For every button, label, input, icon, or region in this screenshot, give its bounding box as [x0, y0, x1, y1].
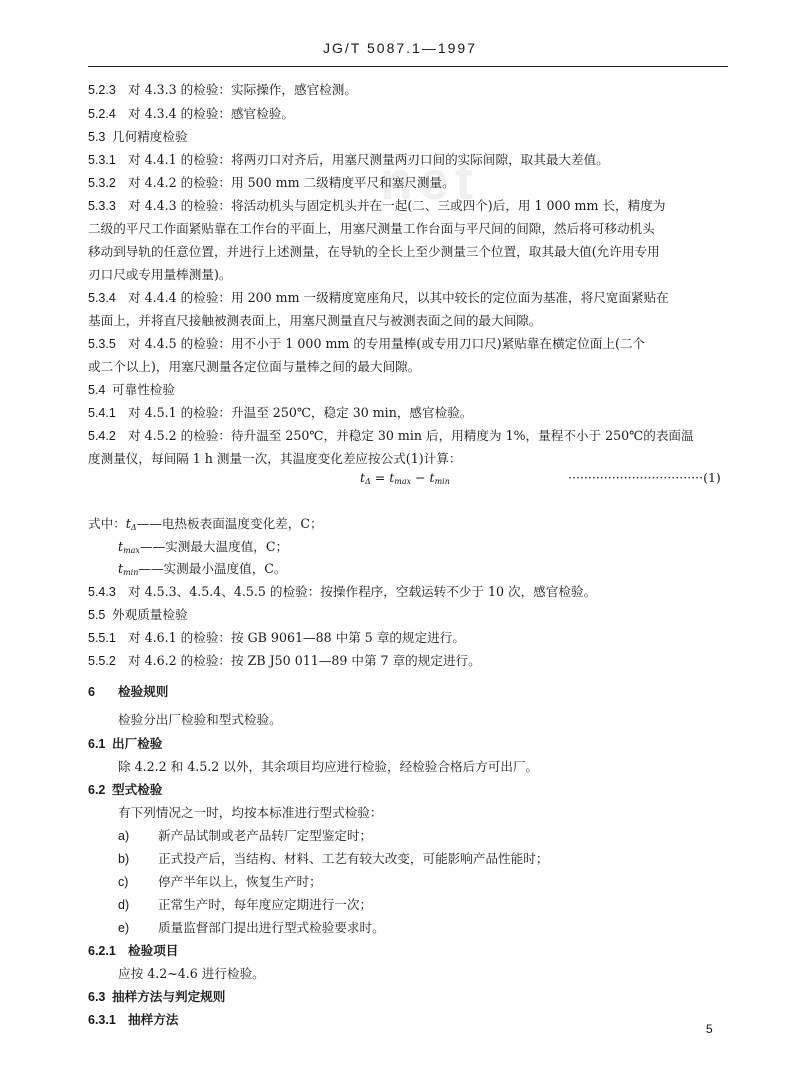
- clause-line: 5.2.3 对 4.3.3 的检验：实际操作，感官检测。: [88, 82, 357, 97]
- formula: $t_\Delta = t_{max} - t_{min}$: [360, 470, 450, 486]
- clause-heading: 6.1 出厂检验: [88, 736, 163, 751]
- clause-continuation: 移动到导轨的任意位置，并进行上述测量，在导轨的全长上至少测量三个位置，取其最大值(允许用专用: [88, 244, 660, 259]
- clause-line: 5.3.4 对 4.4.4 的检验：用 200 mm 一级精度宽座角尺，以其中较长的定位面为基准，将尺宽面紧贴在: [88, 290, 669, 305]
- list-item: e) 质量监督部门提出进行型式检验要求时。: [118, 920, 385, 935]
- running-header: JG/T 5087.1—1997: [323, 40, 477, 56]
- paragraph: 除 4.2.2 和 4.5.2 以外，其余项目均应进行检验，经检验合格后方可出厂。: [118, 759, 539, 774]
- clause-heading: 6.2 型式检验: [88, 782, 163, 797]
- clause-heading: 6.3.1 抽样方法: [88, 1012, 179, 1027]
- where-line: 式中：$t_\Delta——$电热板表面温度变化差，C；: [88, 516, 323, 532]
- clause-line: 5.4.3 对 4.5.3、4.5.4、4.5.5 的检验：按操作程序，空载运转不少于 10 次，感官检验。: [88, 584, 597, 599]
- clause-heading: 5.3 几何精度检验: [88, 129, 188, 144]
- where-line: $t_{max}——$实测最大温度值，C；: [118, 539, 289, 555]
- clause-heading: 6.3 抽样方法与判定规则: [88, 989, 226, 1004]
- list-item: b) 正式投产后，当结构、材料、工艺有较大改变，可能影响产品性能时；: [118, 851, 549, 866]
- list-item: d) 正常生产时，每年度应定期进行一次；: [118, 897, 373, 912]
- clause-heading: 5.4 可靠性检验: [88, 382, 175, 397]
- watermark: net: [380, 151, 479, 211]
- clause-line: 5.3.3 对 4.4.3 的检验：将活动机头与固定机头并在一起(二、三或四个)后，用 1 000 mm 长，精度为: [88, 198, 666, 213]
- clause-line: 5.3.2 对 4.4.2 的检验：用 500 mm 二级精度平尺和塞尺测量。: [88, 175, 455, 190]
- paragraph: 检验分出厂检验和型式检验。: [118, 712, 282, 727]
- list-item: a) 新产品试制或老产品转厂定型鉴定时；: [118, 828, 373, 843]
- clause-line: 5.4.1 对 4.5.1 的检验：升温至 250℃，稳定 30 min，感官检验。: [88, 405, 473, 420]
- clause-continuation: 度测量仪，每间隔 1 h 测量一次，其温度变化差应按公式(1)计算：: [88, 451, 462, 466]
- list-item: c) 停产半年以上，恢复生产时；: [118, 874, 322, 889]
- paragraph: 应按 4.2~4.6 进行检验。: [118, 966, 265, 981]
- clause-continuation: 或二个以上)，用塞尺测量各定位面与量棒之间的最大间隙。: [88, 359, 421, 374]
- paragraph: 有下列情况之一时，均按本标准进行型式检验：: [118, 805, 383, 820]
- clause-continuation: 二级的平尺工作面紧贴靠在工作台的平面上，用塞尺测量工作台面与平尺间的间隙，然后将可移动机头: [88, 221, 655, 236]
- clause-line: 5.2.4 对 4.3.4 的检验：感官检验。: [88, 106, 294, 121]
- section-heading: 6 检验规则: [88, 684, 169, 699]
- clause-line: 5.3.1 对 4.4.1 的检验：将两刃口对齐后，用塞尺测量两刃口间的实际间隙，取其最大差值。: [88, 152, 609, 167]
- clause-line: 5.3.5 对 4.4.5 的检验：用不小于 1 000 mm 的专用量棒(或专用刀口尺)紧贴靠在横定位面上(二个: [88, 336, 646, 351]
- clause-line: 5.5.1 对 4.6.1 的检验：按 GB 9061—88 中第 5 章的规定进行。: [88, 630, 465, 645]
- header-rule: [88, 66, 728, 67]
- clause-continuation: 刃口尺或专用量棒测量)。: [88, 267, 232, 282]
- clause-heading: 5.5 外观质量检验: [88, 607, 188, 622]
- clause-line: 5.4.2 对 4.5.2 的检验：待升温至 250℃，并稳定 30 min 后，用精度为 1%，量程不小于 250℃的表面温: [88, 428, 694, 443]
- clause-heading: 6.2.1 检验项目: [88, 943, 179, 958]
- clause-continuation: 基面上，并将直尺接触被测表面上，用塞尺测量直尺与被测表面之间的最大间隙。: [88, 313, 542, 328]
- clause-line: 5.5.2 对 4.6.2 的检验：按 ZB J50 011—89 中第 7 章的规定进行。: [88, 653, 481, 668]
- formula-number: ··································(1): [568, 470, 721, 485]
- page-number: 5: [706, 1022, 713, 1036]
- where-line: $t_{min}——$实测最小温度值，C。: [118, 561, 287, 577]
